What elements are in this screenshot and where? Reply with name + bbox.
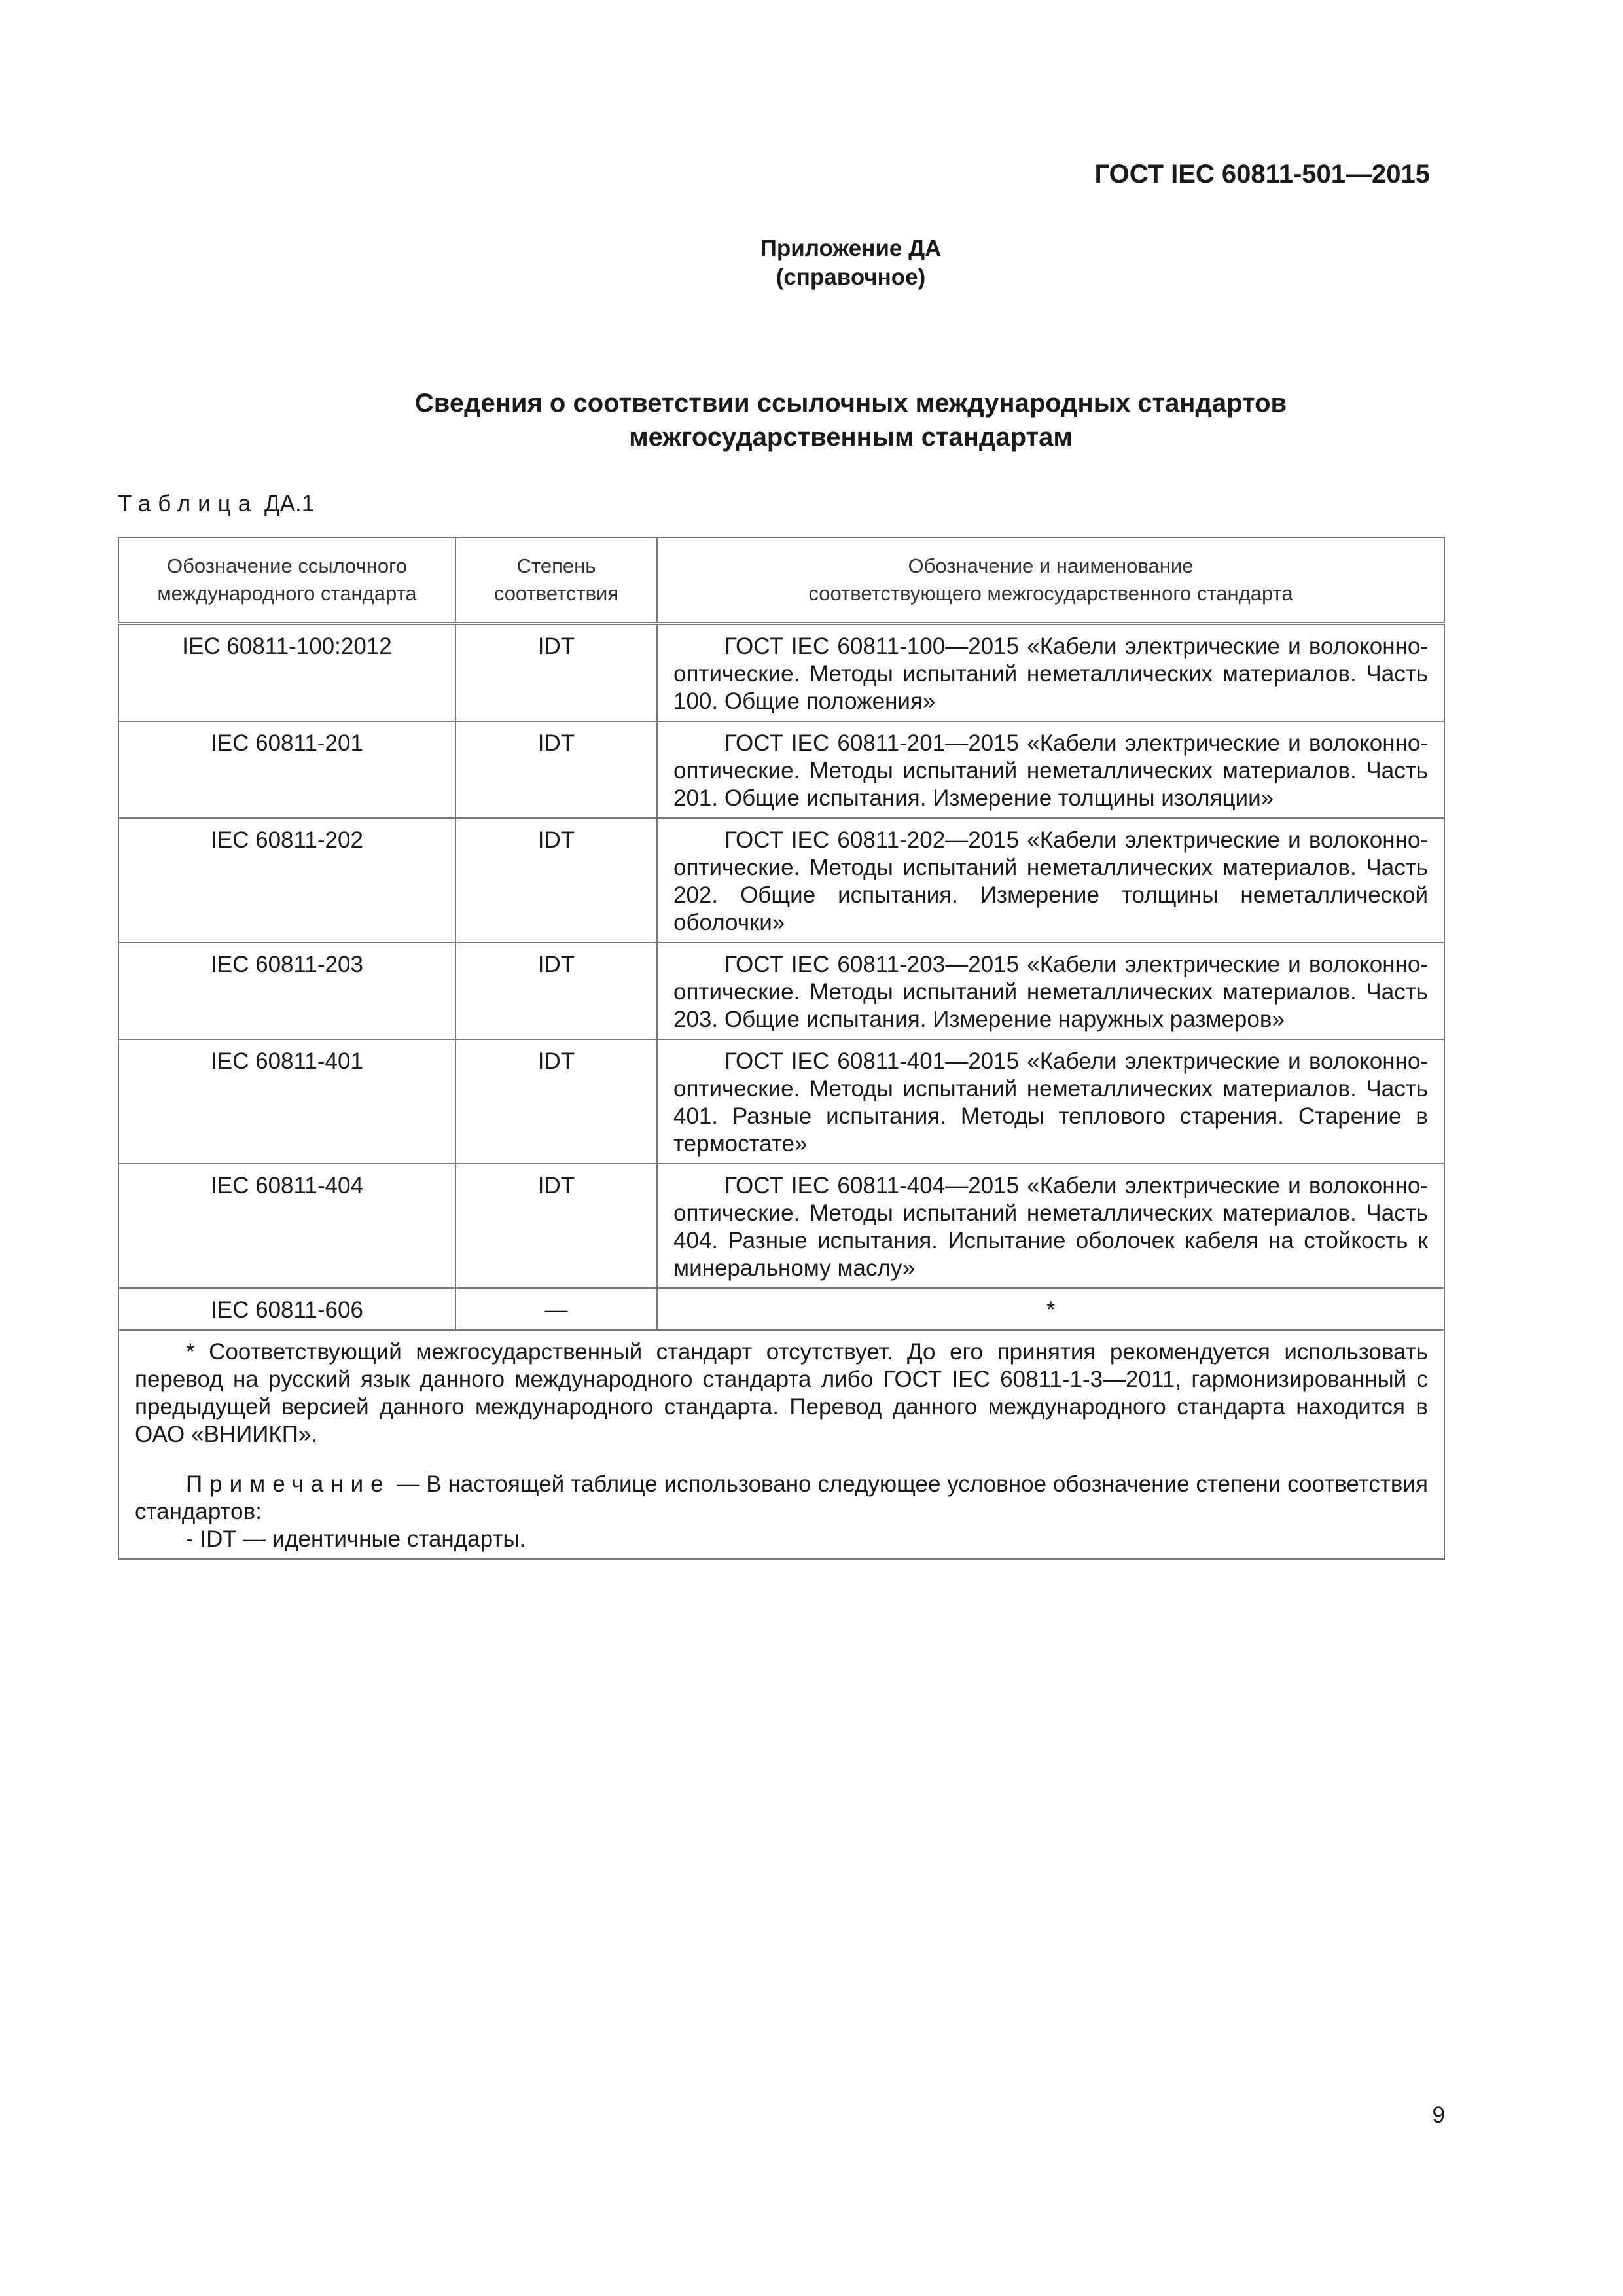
table-header-row bbox=[118, 537, 1444, 624]
cell-degree: — bbox=[455, 1288, 657, 1330]
appendix-title: Приложение ДА bbox=[760, 236, 942, 261]
cell-intl: IEC 60811-404 bbox=[118, 1164, 455, 1288]
table-caption-label: Таблица bbox=[118, 491, 259, 516]
cell-intl: IEC 60811-606 bbox=[118, 1288, 455, 1330]
appendix-kind: (справочное) bbox=[776, 264, 926, 290]
cell-national: * bbox=[657, 1288, 1444, 1330]
cell-intl: IEC 60811-201 bbox=[118, 721, 455, 818]
cell-degree: IDT bbox=[455, 624, 657, 722]
document-code: ГОСТ IEC 60811-501—2015 bbox=[1094, 160, 1430, 188]
footnote-text: * Соответствующий межгосударственный стандарт отсутствует. До его принятия рекомендуется использовать перевод на русский язык данного международного стандарта либо ГОСТ IEC 60811-1-3—2011, гармонизированный с предыдущей версией данного международного стандарта. Перевод данного международного стандарта находится в ОАО «ВНИИКП». bbox=[135, 1339, 1428, 1447]
section-heading bbox=[0, 386, 1623, 454]
cell-national: ГОСТ IEC 60811-404—2015 «Кабели электрические и волоконно-оптические. Методы испытаний неметаллических материалов. Часть 404. Разные испытания. Испытание оболочек кабеля на стойкость к минеральному маслу» bbox=[657, 1164, 1444, 1288]
table-row bbox=[118, 1288, 1444, 1330]
cell-degree: IDT bbox=[455, 942, 657, 1039]
table-row bbox=[118, 1039, 1444, 1164]
table-caption bbox=[118, 491, 314, 517]
header-intl-standard: Обозначение ссылочного международного стандарта bbox=[118, 537, 455, 624]
page-number: 9 bbox=[1432, 2102, 1445, 2128]
cell-national: ГОСТ IEC 60811-201—2015 «Кабели электрические и волоконно-оптические. Методы испытаний неметаллических материалов. Часть 201. Общие испытания. Измерение толщины изоляции» bbox=[657, 721, 1444, 818]
header-degree: Степень соответствия bbox=[455, 537, 657, 624]
table-row bbox=[118, 1164, 1444, 1288]
note-label: Примечание bbox=[186, 1471, 391, 1497]
table-caption-number: ДА.1 bbox=[264, 491, 315, 516]
table-row bbox=[118, 942, 1444, 1039]
cell-intl: IEC 60811-203 bbox=[118, 942, 455, 1039]
cell-degree: IDT bbox=[455, 721, 657, 818]
note-text: — В настоящей таблице использовано следующее условное обозначение степени соответствия стандартов: bbox=[135, 1471, 1428, 1524]
cell-national: ГОСТ IEC 60811-100—2015 «Кабели электрические и волоконно-оптические. Методы испытаний неметаллических материалов. Часть 100. Общие положения» bbox=[657, 624, 1444, 722]
table-row bbox=[118, 818, 1444, 942]
cell-national: ГОСТ IEC 60811-401—2015 «Кабели электрические и волоконно-оптические. Методы испытаний неметаллических материалов. Часть 401. Разные испытания. Методы теплового старения. Старение в термостате» bbox=[657, 1039, 1444, 1164]
cell-national: ГОСТ IEC 60811-202—2015 «Кабели электрические и волоконно-оптические. Методы испытаний неметаллических материалов. Часть 202. Общие испытания. Измерение толщины неметаллической оболочки» bbox=[657, 818, 1444, 942]
table-footnote-cell bbox=[118, 1330, 1444, 1559]
header-national-standard: Обозначение и наименование соответствующего межгосударственного стандарта bbox=[657, 537, 1444, 624]
note-item: - IDT — идентичные стандарты. bbox=[186, 1526, 526, 1552]
cell-degree: IDT bbox=[455, 1164, 657, 1288]
cell-degree: IDT bbox=[455, 818, 657, 942]
cell-degree: IDT bbox=[455, 1039, 657, 1164]
table-row bbox=[118, 624, 1444, 722]
cell-intl: IEC 60811-202 bbox=[118, 818, 455, 942]
heading-line-2: межгосударственным стандартам bbox=[629, 423, 1073, 452]
heading-line-1: Сведения о соответствии ссылочных международных стандартов bbox=[414, 389, 1287, 418]
cell-intl: IEC 60811-401 bbox=[118, 1039, 455, 1164]
appendix-title-block bbox=[0, 234, 1623, 292]
note-paragraph bbox=[135, 1471, 1428, 1526]
cell-intl: IEC 60811-100:2012 bbox=[118, 624, 455, 722]
table-row bbox=[118, 721, 1444, 818]
table-footer-row bbox=[118, 1330, 1444, 1559]
cell-national: ГОСТ IEC 60811-203—2015 «Кабели электрические и волоконно-оптические. Методы испытаний неметаллических материалов. Часть 203. Общие испытания. Измерение наружных размеров» bbox=[657, 942, 1444, 1039]
standards-table bbox=[118, 537, 1445, 1560]
